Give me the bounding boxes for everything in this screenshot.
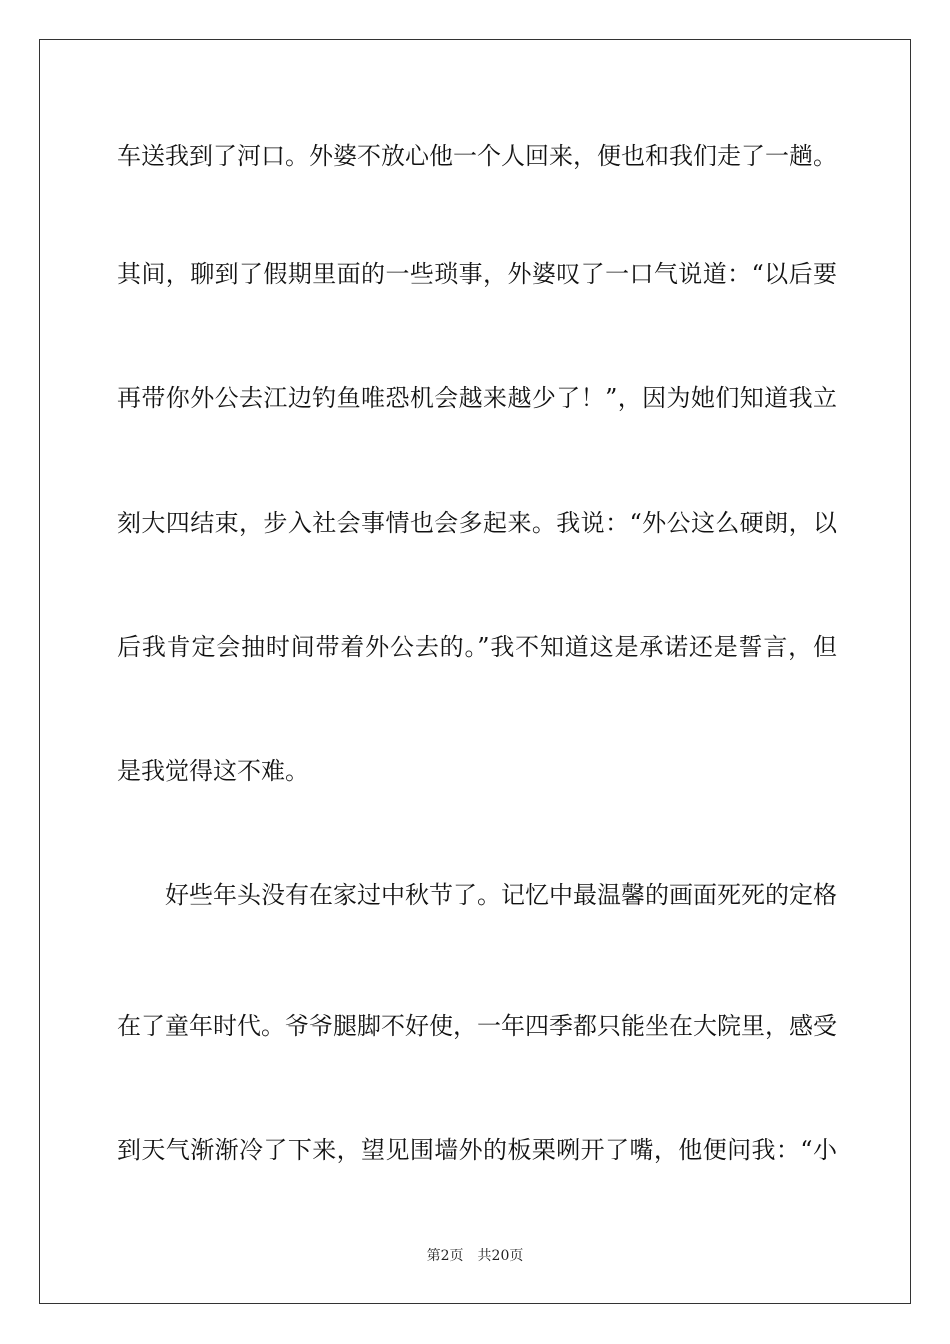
page-number: 第2页 bbox=[426, 1248, 464, 1264]
text-line-4: 刻大四结束，步入社会事情也会多起来。我说：“外公这么硬朗，以 bbox=[117, 509, 837, 537]
text-line-5: 后我肯定会抽时间带着外公去的。”我不知道这是承诺还是誓言，但 bbox=[117, 633, 837, 661]
text-line-6: 是我觉得这不难。 bbox=[117, 757, 309, 785]
text-line-7: 好些年头没有在家过中秋节了。记忆中最温馨的画面死死的定格 bbox=[165, 881, 837, 909]
text-line-9: 到天气渐渐冷了下来，望见围墙外的板栗咧开了嘴，他便问我：“小 bbox=[117, 1136, 837, 1164]
page-footer bbox=[0, 1247, 950, 1265]
text-line-8: 在了童年时代。爷爷腿脚不好使，一年四季都只能坐在大院里，感受 bbox=[117, 1012, 837, 1040]
text-line-3: 再带你外公去江边钓鱼唯恐机会越来越少了！”，因为她们知道我立 bbox=[117, 384, 837, 412]
page-total: 共20页 bbox=[477, 1248, 524, 1264]
text-line-2: 其间，聊到了假期里面的一些琐事，外婆叹了一口气说道：“以后要 bbox=[117, 260, 837, 288]
page-frame bbox=[39, 39, 911, 1304]
text-line-1: 车送我到了河口。外婆不放心他一个人回来，便也和我们走了一趟。 bbox=[117, 142, 837, 170]
